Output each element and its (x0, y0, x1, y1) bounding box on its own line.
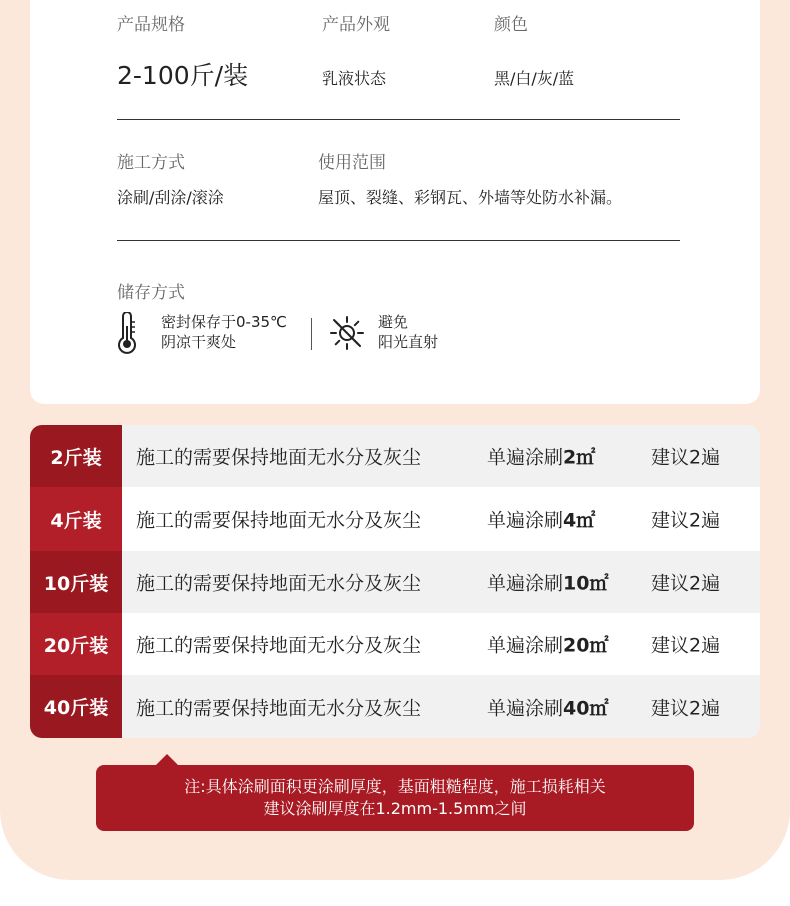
storage-separator (311, 318, 312, 350)
row-tag: 40斤装 (30, 675, 122, 738)
row-advice: 建议2遍 (651, 634, 721, 657)
divider (117, 119, 680, 120)
row-tag: 10斤装 (30, 551, 122, 613)
table-row (30, 487, 760, 551)
spec-method-label: 施工方式 (117, 153, 185, 173)
row-requirement: 施工的需要保持地面无水分及灰尘 (136, 697, 422, 719)
row-tag: 4斤装 (30, 487, 122, 551)
sun-blocked-icon (328, 314, 366, 352)
row-area-prefix: 单遍涂刷 (487, 697, 564, 719)
row-area (487, 693, 608, 720)
spec-color-label: 颜色 (494, 15, 528, 35)
storage-sun-line2: 阳光直射 (378, 333, 439, 351)
table-row (30, 551, 760, 613)
spec-scope-label: 使用范围 (318, 153, 386, 173)
coverage-table (30, 425, 760, 738)
row-tag: 2斤装 (30, 425, 122, 487)
note-line2: 建议涂刷厚度在1.2mm-1.5mm之间 (263, 799, 527, 818)
storage-temp-line2: 阴凉干爽处 (161, 333, 237, 351)
table-row (30, 425, 760, 487)
row-area (487, 569, 608, 596)
thermometer-icon (115, 312, 139, 354)
row-advice: 建议2遍 (651, 697, 721, 719)
storage-temp-line1: 密封保存于0-35℃ (161, 313, 287, 331)
row-area-prefix: 单遍涂刷 (487, 572, 564, 595)
spec-color-value: 黑/白/灰/蓝 (494, 69, 575, 88)
row-requirement: 施工的需要保持地面无水分及灰尘 (136, 509, 422, 532)
row-advice: 建议2遍 (651, 572, 721, 595)
row-area-value: 10㎡ (563, 572, 609, 595)
row-tag: 20斤装 (30, 613, 122, 675)
spec-storage-label: 储存方式 (117, 283, 185, 303)
spec-size-label: 产品规格 (117, 15, 185, 35)
row-area (487, 631, 608, 658)
row-area-value: 2㎡ (563, 446, 596, 469)
row-area-value: 4㎡ (563, 509, 596, 532)
row-area (487, 443, 595, 470)
note-line1: 注:具体涂刷面积更涂刷厚度，基面粗糙程度，施工损耗相关 (184, 777, 606, 796)
note-box (96, 765, 694, 831)
storage-sun-line1: 避免 (378, 313, 409, 331)
row-area-prefix: 单遍涂刷 (487, 446, 564, 469)
row-area-value: 40㎡ (563, 697, 609, 719)
row-area-prefix: 单遍涂刷 (487, 509, 564, 532)
spec-method-value: 涂刷/刮涂/滚涂 (117, 188, 224, 207)
row-area (487, 506, 595, 533)
row-requirement: 施工的需要保持地面无水分及灰尘 (136, 446, 422, 469)
spec-appearance-value: 乳液状态 (322, 69, 387, 88)
divider (117, 240, 680, 241)
spec-card (30, 0, 760, 404)
row-requirement: 施工的需要保持地面无水分及灰尘 (136, 572, 422, 595)
spec-scope-value: 屋顶、裂缝、彩钢瓦、外墙等处防水补漏。 (318, 188, 623, 207)
row-area-value: 20㎡ (563, 634, 609, 657)
row-area-prefix: 单遍涂刷 (487, 634, 564, 657)
spec-appearance-label: 产品外观 (322, 15, 390, 35)
row-advice: 建议2遍 (651, 509, 721, 532)
row-requirement: 施工的需要保持地面无水分及灰尘 (136, 634, 422, 657)
table-row (30, 613, 760, 675)
row-advice: 建议2遍 (651, 446, 721, 469)
spec-size-value: 2-100斤/装 (117, 61, 249, 90)
table-row (30, 675, 760, 738)
